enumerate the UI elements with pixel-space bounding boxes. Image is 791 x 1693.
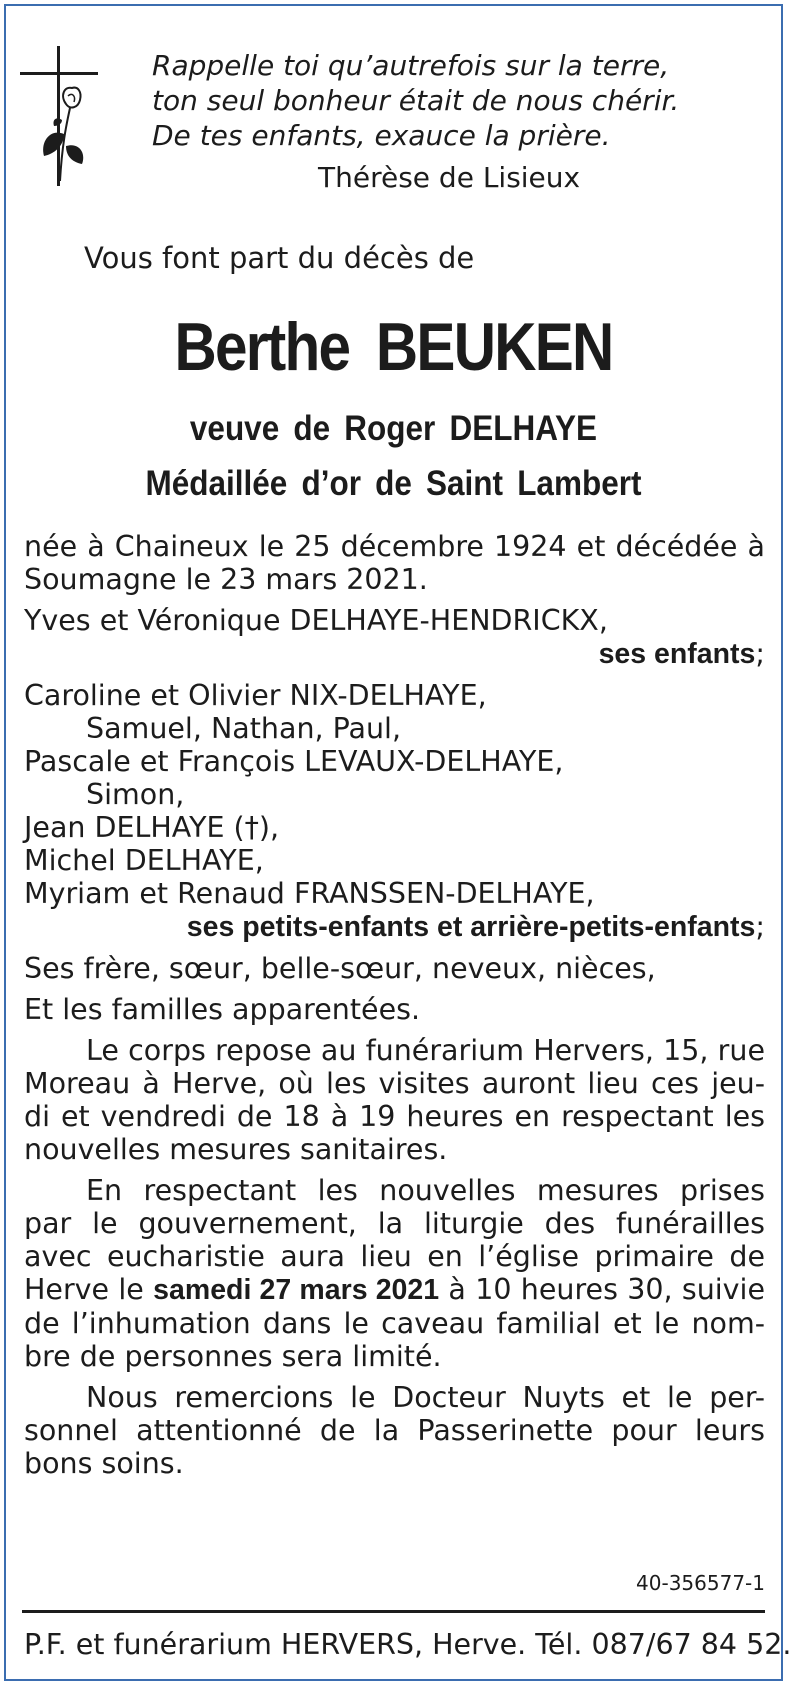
visitation-line: di et vendredi de 18 à 19 heures en respectant les — [24, 1100, 765, 1133]
thanks-line: Nous remercions le Docteur Nuyts et le per- — [86, 1381, 765, 1414]
intro-text: Vous font part du décès de — [84, 241, 475, 275]
visitation-line: nouvelles mesures sanitaires. — [24, 1133, 448, 1166]
widow-of: veuve de Roger DELHAYE — [189, 409, 598, 448]
separator: ; — [755, 637, 765, 670]
funeral-line — [24, 1273, 765, 1307]
epigraph-line: Rappelle toi qu’autrefois sur la terre, — [152, 49, 670, 82]
epigraph-line: ton seul bonheur était de nous chérir. — [152, 84, 680, 117]
family-line: Et les familles apparentées. — [24, 993, 421, 1026]
cross-with-rose-icon — [20, 46, 110, 196]
funeral-text: à 10 heures 30, suivie — [439, 1273, 766, 1306]
epigraph-line: De tes enfants, exauce la prière. — [152, 119, 611, 152]
honor: Médaillée d’or de Saint Lambert — [145, 464, 642, 503]
epigraph-attribution: Thérèse de Lisieux — [318, 161, 581, 194]
funeral-line: par le gouvernement, la liturgie des funérailles — [24, 1207, 765, 1240]
children-names: Yves et Véronique DELHAYE-HENDRICKX, — [24, 604, 608, 637]
grandchildren-line: Pascale et François LEVAUX-DELHAYE, — [24, 745, 564, 778]
funeral-line: avec eucharistie aura lieu en l’église primaire de — [24, 1240, 765, 1273]
epigraph — [152, 48, 679, 153]
thanks-line: sonnel attentionné de la Passerinette pour leurs — [24, 1414, 765, 1447]
grandchildren-line: Jean DELHAYE (†), — [24, 811, 280, 844]
children-label-row — [24, 637, 765, 671]
funeral-line: bre de personnes sera limité. — [24, 1340, 442, 1373]
obituary-notice — [4, 4, 791, 1681]
children-label: ses enfants — [598, 638, 756, 670]
funeral-line: En respectant les nouvelles mesures prises — [86, 1174, 765, 1207]
funeral-date: samedi 27 mars 2021 — [153, 1274, 440, 1306]
funeral-text: Herve le — [24, 1273, 154, 1306]
funeral-line: de l’inhumation dans le caveau familial et le nom- — [24, 1307, 765, 1340]
grandchildren-line: Myriam et Renaud FRANSSEN-DELHAYE, — [24, 877, 595, 910]
visitation-line: Le corps repose au funérarium Hervers, 15, rue — [86, 1034, 765, 1067]
grandchildren-label-row — [24, 910, 765, 944]
funeral-home-footer: P.F. et funérarium HERVERS, Herve. Tél. 087/67 84 52. — [24, 1628, 791, 1661]
announcement-body — [24, 530, 765, 1480]
thanks-line: bons soins. — [24, 1447, 184, 1480]
grandchildren-line: Michel DELHAYE, — [24, 844, 264, 877]
birth-death-line: née à Chaineux le 25 décembre 1924 et décédée à — [24, 530, 765, 563]
grandchildren-line: Simon, — [86, 778, 185, 811]
grandchildren-line: Samuel, Nathan, Paul, — [86, 712, 402, 745]
divider — [22, 1610, 765, 1613]
visitation-line: Moreau à Herve, où les visites auront lieu ces jeu- — [24, 1067, 765, 1100]
birth-death-line: Soumagne le 23 mars 2021. — [24, 563, 428, 596]
separator: ; — [755, 910, 765, 943]
grandchildren-label: ses petits-enfants et arrière-petits-enfants — [186, 911, 756, 943]
deceased-name: Berthe BEUKEN — [174, 309, 613, 385]
reference-number: 40-356577-1 — [636, 1571, 765, 1595]
family-line: Ses frère, sœur, belle-sœur, neveux, nièces, — [24, 952, 656, 985]
grandchildren-line: Caroline et Olivier NIX-DELHAYE, — [24, 679, 487, 712]
